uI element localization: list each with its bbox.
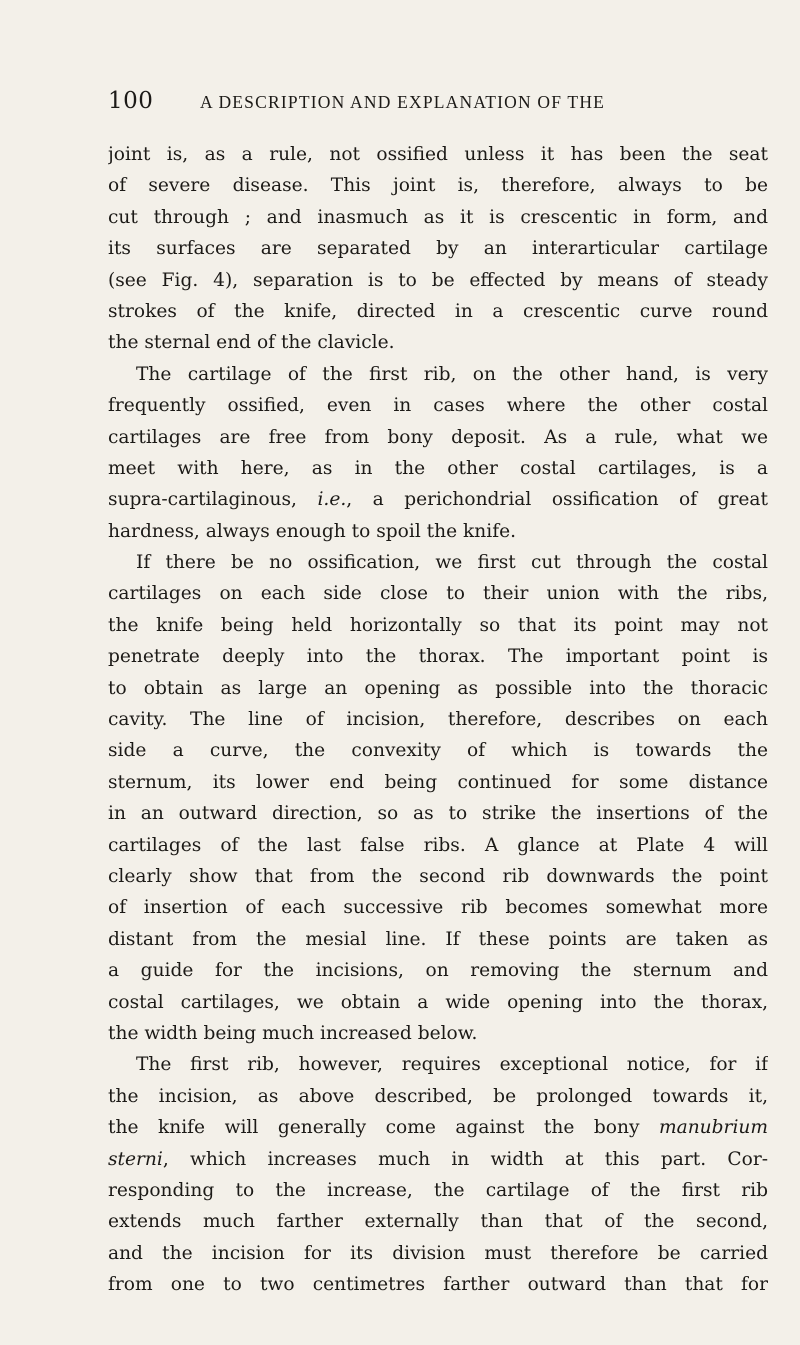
text-line [108,704,768,735]
text-line [108,422,768,453]
text-segment: , a perichondrial ossification of great [346,489,768,511]
text-segment: the width being much increased below. [108,1022,478,1044]
text-line [108,1175,768,1206]
page-number: 100 [108,88,154,114]
text-segment: strokes of the knife, directed in a crescentic curve round [108,300,768,322]
text-segment: meet with here, as in the other costal cartilages, is a [108,457,768,479]
text-line [108,955,768,986]
text-line [108,861,768,892]
text-line [108,735,768,766]
text-segment: cavity. The line of incision, therefore, describes on each [108,709,768,731]
text-line [108,610,768,641]
body-text [108,139,768,1300]
text-segment: penetrate deeply into the thorax. The important point is [108,646,768,668]
text-segment: from one to two centimetres farther outward than that for [108,1274,768,1296]
text-line [108,1269,768,1300]
text-segment: of insertion of each successive rib becomes somewhat more [108,897,768,919]
text-segment: The first rib, however, requires exceptional notice, for if [136,1054,768,1076]
italic-text: i.e. [317,489,347,511]
text-line [108,1018,768,1049]
text-segment: and the incision for its division must therefore be carried [108,1242,768,1264]
text-line [108,453,768,484]
text-line [108,390,768,421]
text-segment: , which increases much in width at this part. Cor- [162,1148,768,1170]
text-line [108,547,768,578]
page-header [108,88,768,118]
text-segment: costal cartilages, we obtain a wide opening into the thorax, [108,991,768,1013]
text-segment: the knife being held horizontally so that its point may not [108,614,768,636]
text-line [108,892,768,923]
text-segment: the incision, as above described, be prolonged towards it, [108,1085,768,1107]
text-segment: extends much farther externally than that of the second, [108,1211,768,1233]
text-line [108,359,768,390]
text-line [108,1144,768,1175]
text-segment: of severe disease. This joint is, therefore, always to be [108,175,768,197]
text-segment: If there be no ossification, we first cut through the costal [136,552,768,574]
text-segment: the knife will generally come against the bony [108,1117,659,1139]
text-line [108,233,768,264]
text-line [108,484,768,515]
italic-text: sterni [108,1148,163,1170]
italic-text: manubrium [658,1117,768,1139]
text-segment: (see Fig. 4), separation is to be effected by means of steady [108,269,768,291]
text-line [108,830,768,861]
text-line [108,1049,768,1080]
text-line [108,1081,768,1112]
text-line [108,202,768,233]
text-segment: supra-cartilaginous, [108,489,318,511]
text-segment: cartilages are free from bony deposit. As a rule, what we [108,426,768,448]
text-segment: frequently ossified, even in cases where the other costal [108,395,768,417]
text-line [108,1238,768,1269]
text-line [108,170,768,201]
text-segment: a guide for the incisions, on removing the sternum and [108,960,768,982]
text-segment: The cartilage of the first rib, on the other hand, is very [136,363,768,385]
text-line [108,578,768,609]
text-line [108,1206,768,1237]
text-line [108,673,768,704]
text-line [108,327,768,358]
text-segment: distant from the mesial line. If these points are taken as [108,928,768,950]
text-segment: side a curve, the convexity of which is towards the [108,740,768,762]
text-segment: cartilages on each side close to their union with the ribs, [108,583,768,605]
text-line [108,516,768,547]
text-line [108,296,768,327]
text-line [108,139,768,170]
text-segment: cartilages of the last false ribs. A glance at Plate 4 will [108,834,768,856]
text-segment: cut through ; and inasmuch as it is crescentic in form, and [108,206,768,228]
text-segment: to obtain as large an opening as possible into the thoracic [108,677,768,699]
text-line [108,798,768,829]
text-segment: hardness, always enough to spoil the knife. [108,520,517,542]
running-head: A DESCRIPTION AND EXPLANATION OF THE [200,92,606,112]
text-segment: joint is, as a rule, not ossified unless it has been the seat [108,144,768,165]
text-line [108,265,768,296]
text-segment: in an outward direction, so as to strike the insertions of the [108,803,768,825]
text-line [108,924,768,955]
text-line [108,1112,768,1143]
text-segment: sternum, its lower end being continued for some distance [108,771,768,793]
text-segment: clearly show that from the second rib downwards the point [108,865,768,887]
text-line [108,987,768,1018]
text-segment: the sternal end of the clavicle. [108,332,395,354]
text-line [108,641,768,672]
text-line [108,767,768,798]
text-segment: responding to the increase, the cartilage of the first rib [108,1179,768,1201]
text-segment: its surfaces are separated by an interarticular cartilage [108,238,768,260]
